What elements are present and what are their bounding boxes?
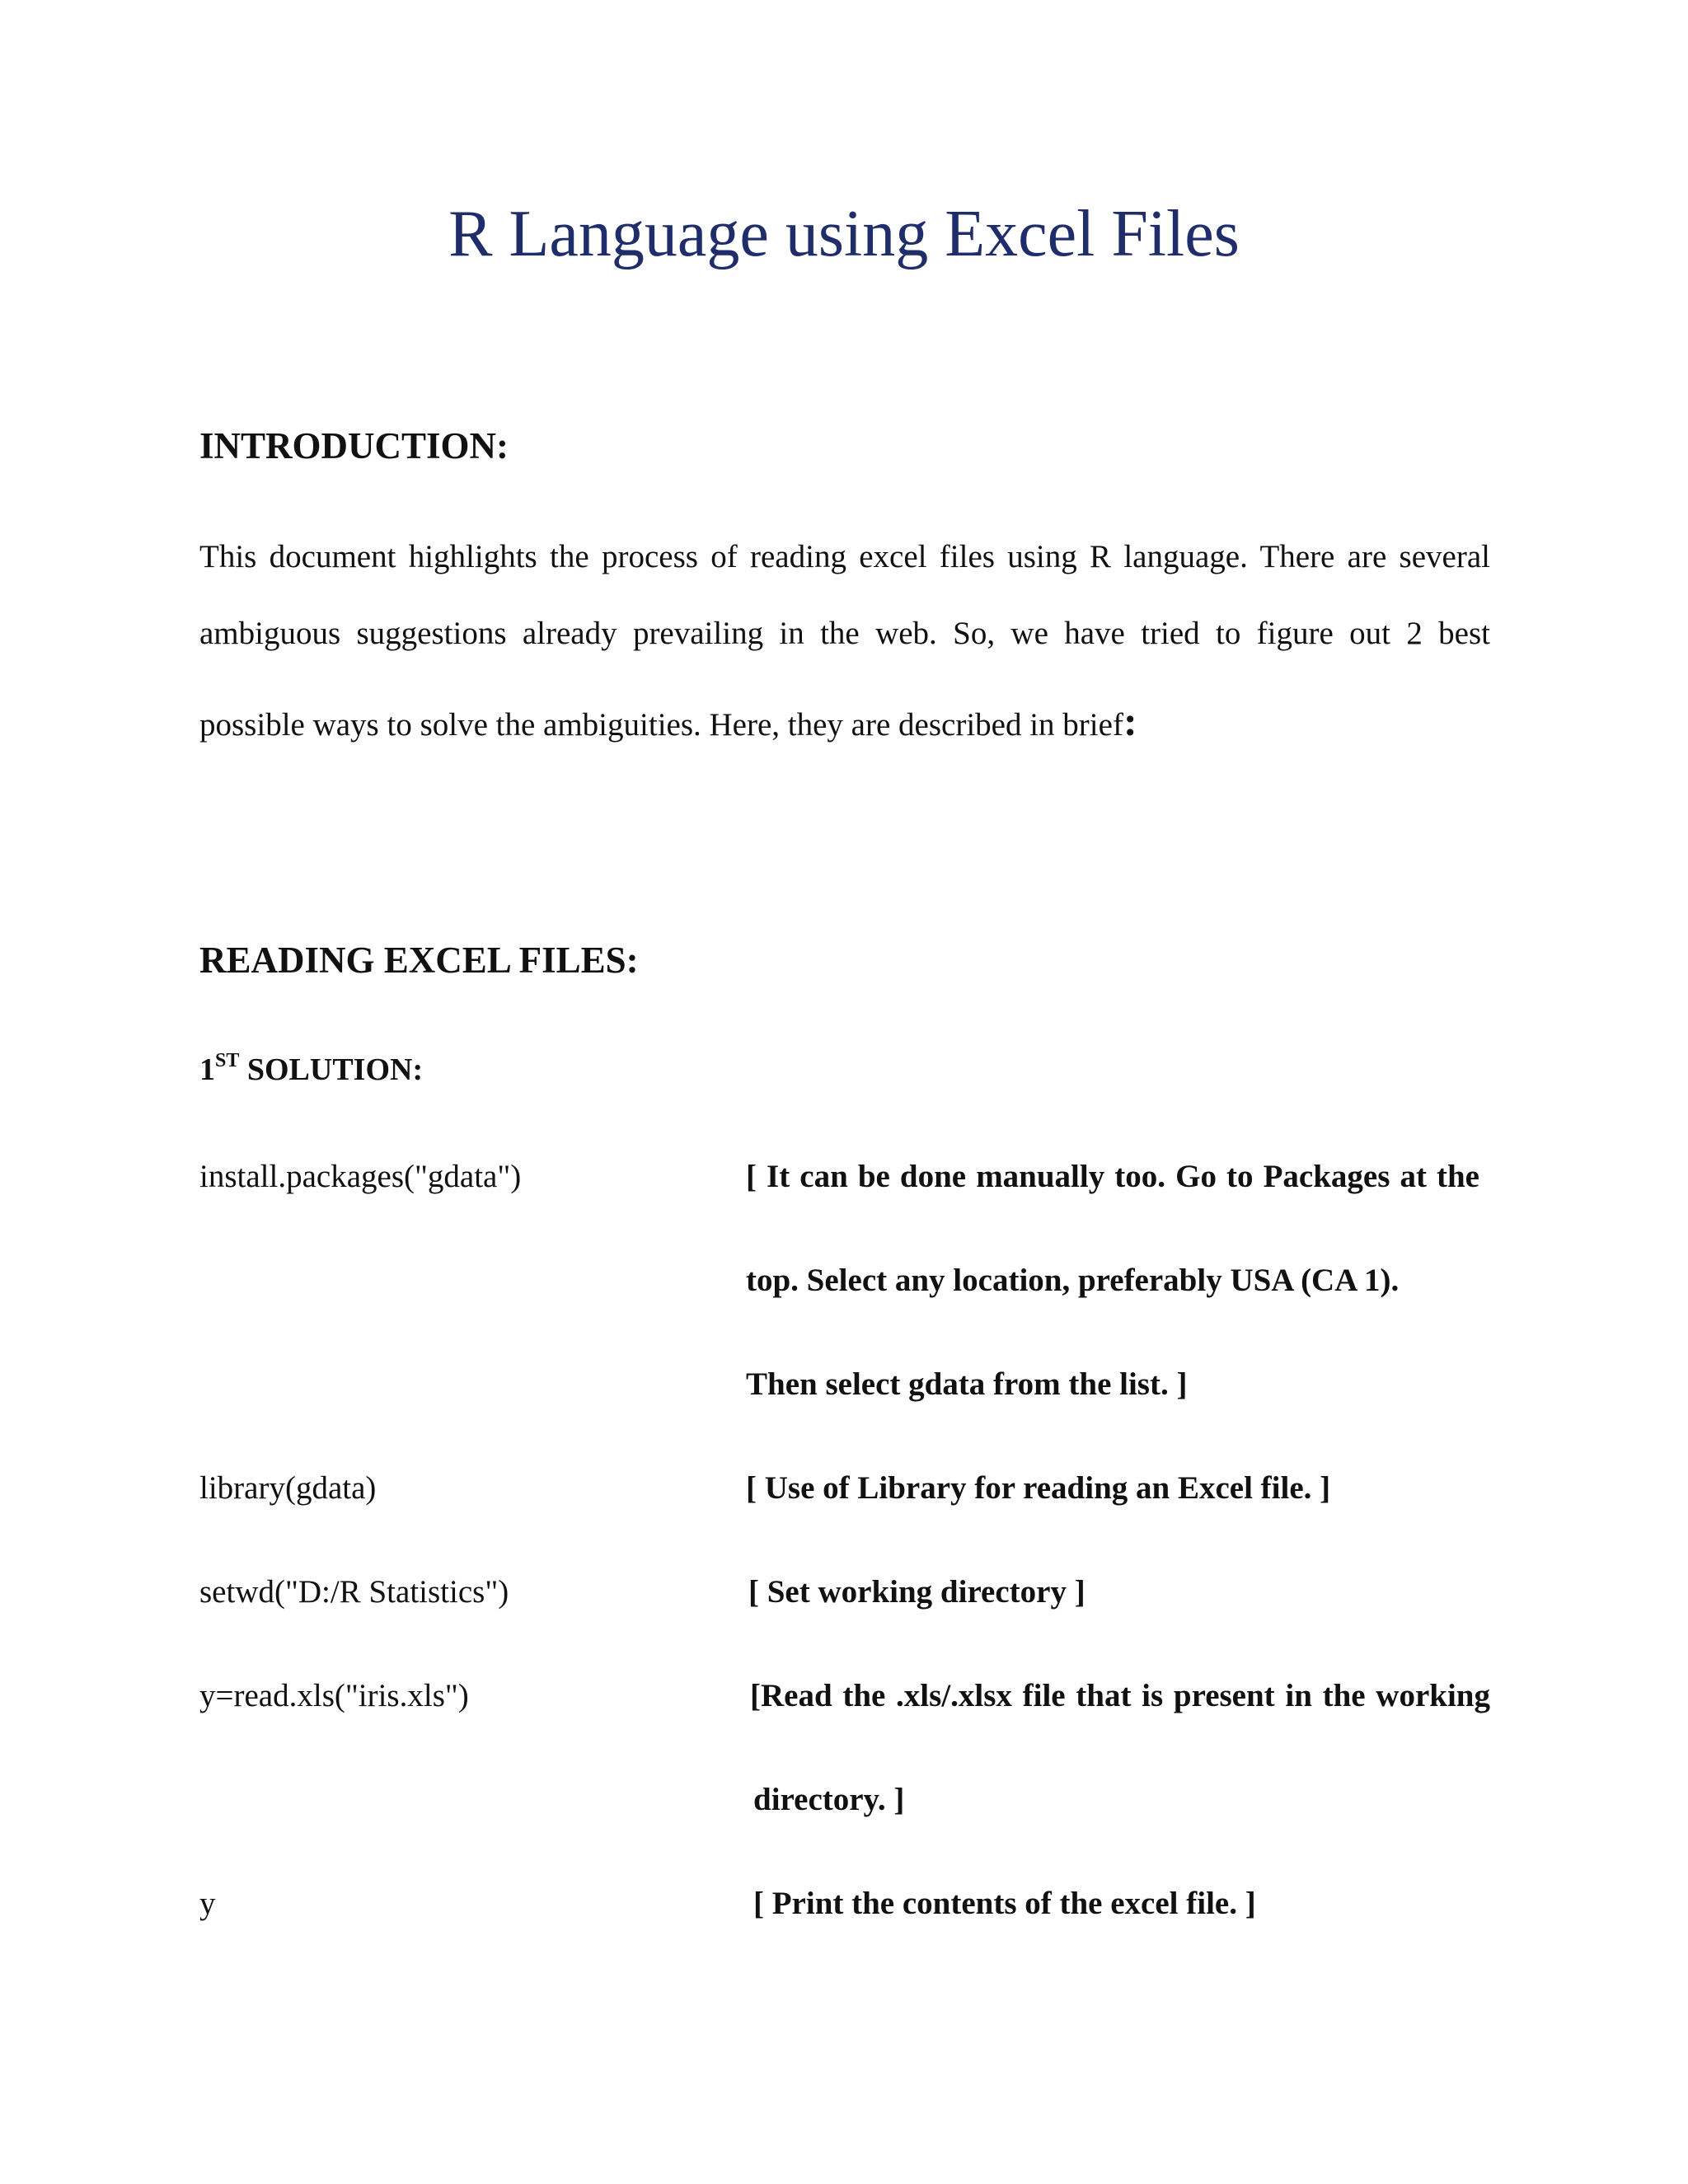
note-install-line-1: [ It can be done manually too. Go to Packages at the <box>746 1159 1479 1194</box>
document-title: R Language using Excel Files <box>448 198 1240 270</box>
solution-label: SOLUTION: <box>239 1052 424 1087</box>
code-setwd: setwd("D:/R Statistics") <box>199 1574 509 1610</box>
note-install-line-3: Then select gdata from the list. ] <box>746 1366 1188 1402</box>
intro-paragraph-line-2: ambiguous suggestions already prevailing in the web. So, we have tried to figure out 2 best <box>199 616 1490 651</box>
intro-paragraph-line-3-text: possible ways to solve the ambiguities. Here, they are described in brief <box>199 707 1123 743</box>
note-library: [ Use of Library for reading an Excel file. ] <box>746 1470 1331 1506</box>
code-install-packages: install.packages("gdata") <box>199 1159 522 1194</box>
code-read-xls: y=read.xls("iris.xls") <box>199 1678 469 1713</box>
note-setwd: [ Set working directory ] <box>748 1574 1085 1610</box>
note-read-xls-line-2: directory. ] <box>753 1782 905 1817</box>
code-print-y: y <box>199 1886 216 1921</box>
introduction-heading: INTRODUCTION: <box>199 425 509 466</box>
code-library: library(gdata) <box>199 1470 377 1506</box>
first-solution-heading <box>199 1049 423 1090</box>
note-print-y: [ Print the contents of the excel file. ] <box>753 1886 1256 1921</box>
note-install-line-2: top. Select any location, preferably USA (CA 1). <box>746 1263 1400 1298</box>
solution-ordinal-suffix: ST <box>215 1050 240 1071</box>
intro-paragraph-line-1: This document highlights the process of reading excel files using R language. There are several <box>199 539 1490 574</box>
intro-trailing-colon: : <box>1123 698 1137 744</box>
intro-paragraph-line-3 <box>199 698 1490 745</box>
reading-excel-files-heading: READING EXCEL FILES: <box>199 940 639 981</box>
note-read-xls-line-1: [Read the .xls/.xlsx file that is present in the working <box>750 1678 1490 1713</box>
solution-number: 1 <box>199 1052 215 1087</box>
